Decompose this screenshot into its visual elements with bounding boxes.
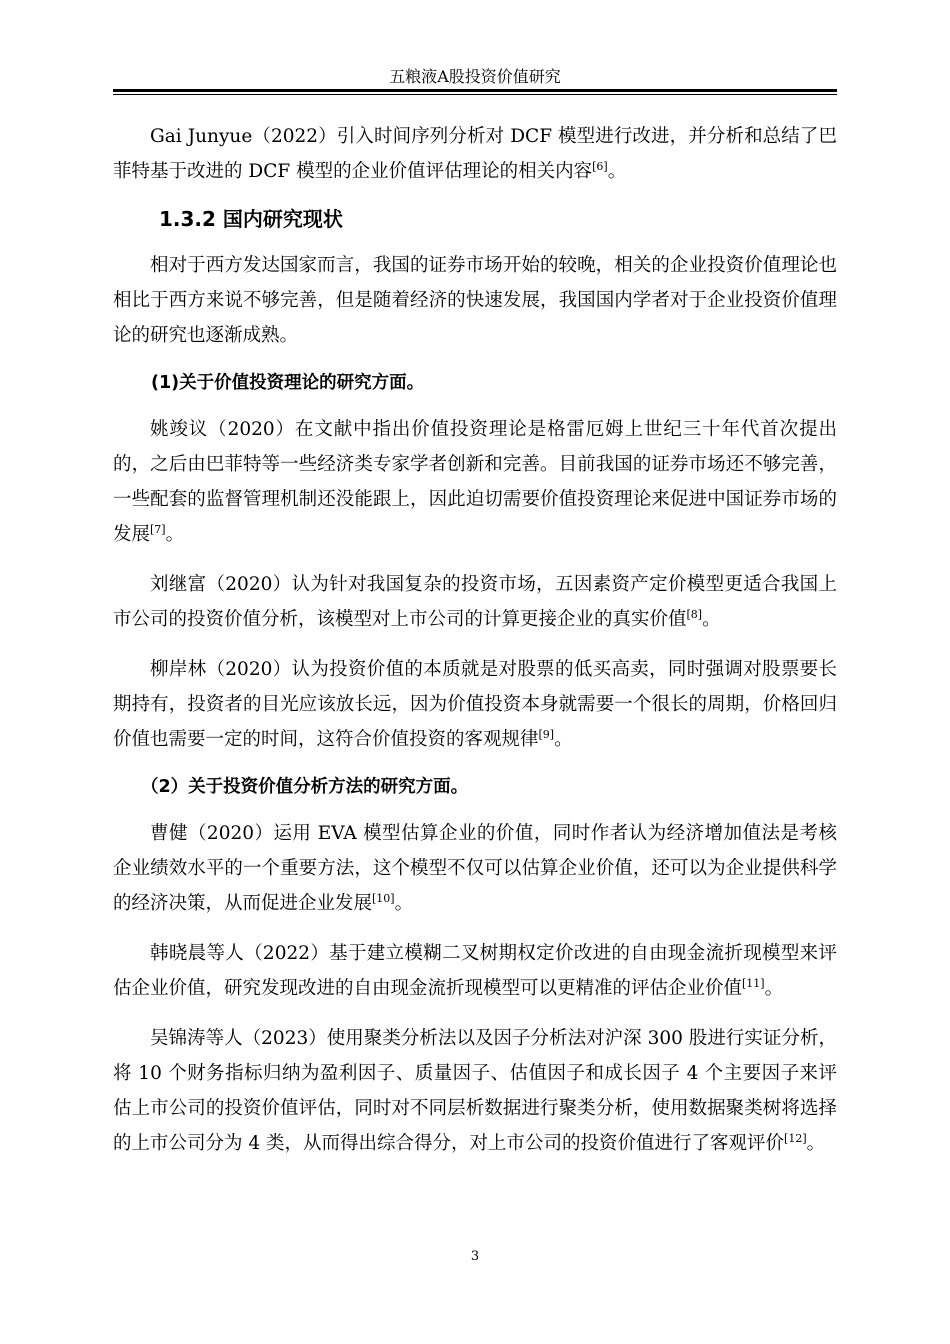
citation-ref: [8] [686, 607, 703, 621]
paragraph-tail: 。 [764, 978, 784, 999]
citation-ref: [9] [538, 727, 555, 741]
page-body [113, 119, 837, 1176]
citation-ref: [10] [372, 891, 395, 905]
citation-ref: [11] [742, 976, 765, 990]
paragraph-text: 曹健（2020）运用 EVA 模型估算企业的价值，同时作者认为经济增加值法是考核企业绩效水平的一个重要方法，这个模型不仅可以估算企业价值，还可以为企业提供科学的经济决策，从而促进企业发展 [113, 823, 837, 914]
paragraph-intro [113, 248, 837, 353]
paragraph-text: 吴锦涛等人（2023）使用聚类分析法以及因子分析法对沪深 300 股进行实证分析，将 10 个财务指标归纳为盈利因子、质量因子、估值因子和成长因子 4 个主要因子来评估上市公司的投资价值评估，同时对不同层析数据进行聚类分析，使用数据聚类树将选择的上市公司分为 4 类，从而得出综合得分，对上市公司的投资价值进行了客观评价 [113, 1028, 837, 1154]
paragraph-tail: 。 [165, 524, 185, 545]
paragraph-tail: 。 [702, 609, 721, 630]
paragraph-gai-junyue [113, 119, 837, 189]
paragraph-cao-jian [113, 816, 837, 921]
paragraph-han-xiaochen [113, 936, 837, 1006]
running-header: 五粮液A股投资价值研究 [389, 67, 561, 86]
subheading-analysis-methods: （2）关于投资价值分析方法的研究方面。 [141, 777, 469, 797]
citation-ref: [7] [150, 522, 166, 536]
paragraph-tail: 。 [394, 893, 414, 914]
paragraph-tail: 。 [806, 1133, 826, 1154]
paragraph-text: 姚竣议（2020）在文献中指出价值投资理论是格雷厄姆上世纪三十年代首次提出的，之后由巴菲特等一些经济类专家学者创新和完善。目前我国的证券市场还不够完善，一些配套的监督管理机制还没能跟上，因此迫切需要价值投资理论来促进中国证券市场的发展 [113, 419, 837, 545]
page-number: 3 [470, 1249, 480, 1264]
section-heading: 1.3.2 国内研究现状 [159, 207, 343, 231]
header-rule-thin [113, 94, 837, 95]
paragraph-text: 柳岸林（2020）认为投资价值的本质就是对股票的低买高卖，同时强调对股票要长期持有，投资者的目光应该放长远，因为价值投资本身就需要一个很长的周期，价格回归价值也需要一定的时间，这符合价值投资的客观规律 [113, 659, 837, 750]
paragraph-text: Gai Junyue（2022）引入时间序列分析对 DCF 模型进行改进，并分析和总结了巴菲特基于改进的 DCF 模型的企业价值评估理论的相关内容 [113, 126, 837, 182]
paragraph-tail: 。 [554, 729, 573, 750]
citation-ref: [12] [784, 1131, 807, 1145]
subheading-value-theory: (1)关于价值投资理论的研究方面。 [151, 373, 425, 393]
paragraph-wu-jintao [113, 1021, 837, 1161]
citation-ref: [6] [592, 159, 608, 173]
paragraph-tail: 。 [607, 161, 627, 182]
header-rule-thick [113, 89, 837, 92]
paragraph-text: 韩晓晨等人（2022）基于建立模糊二叉树期权定价改进的自由现金流折现模型来评估企业价值，研究发现改进的自由现金流折现模型可以更精准的评估企业价值 [113, 943, 837, 999]
paragraph-liu-anlin [113, 652, 837, 757]
paragraph-text: 相对于西方发达国家而言，我国的证券市场开始的较晚，相关的企业投资价值理论也相比于西方来说不够完善，但是随着经济的快速发展，我国国内学者对于企业投资价值理论的研究也逐渐成熟。 [113, 255, 837, 346]
paragraph-yao-junyi [113, 412, 837, 552]
paragraph-text: 刘继富（2020）认为针对我国复杂的投资市场，五因素资产定价模型更适合我国上市公司的投资价值分析，该模型对上市公司的计算更接企业的真实价值 [113, 574, 837, 630]
paragraph-liu-jifu [113, 567, 837, 637]
